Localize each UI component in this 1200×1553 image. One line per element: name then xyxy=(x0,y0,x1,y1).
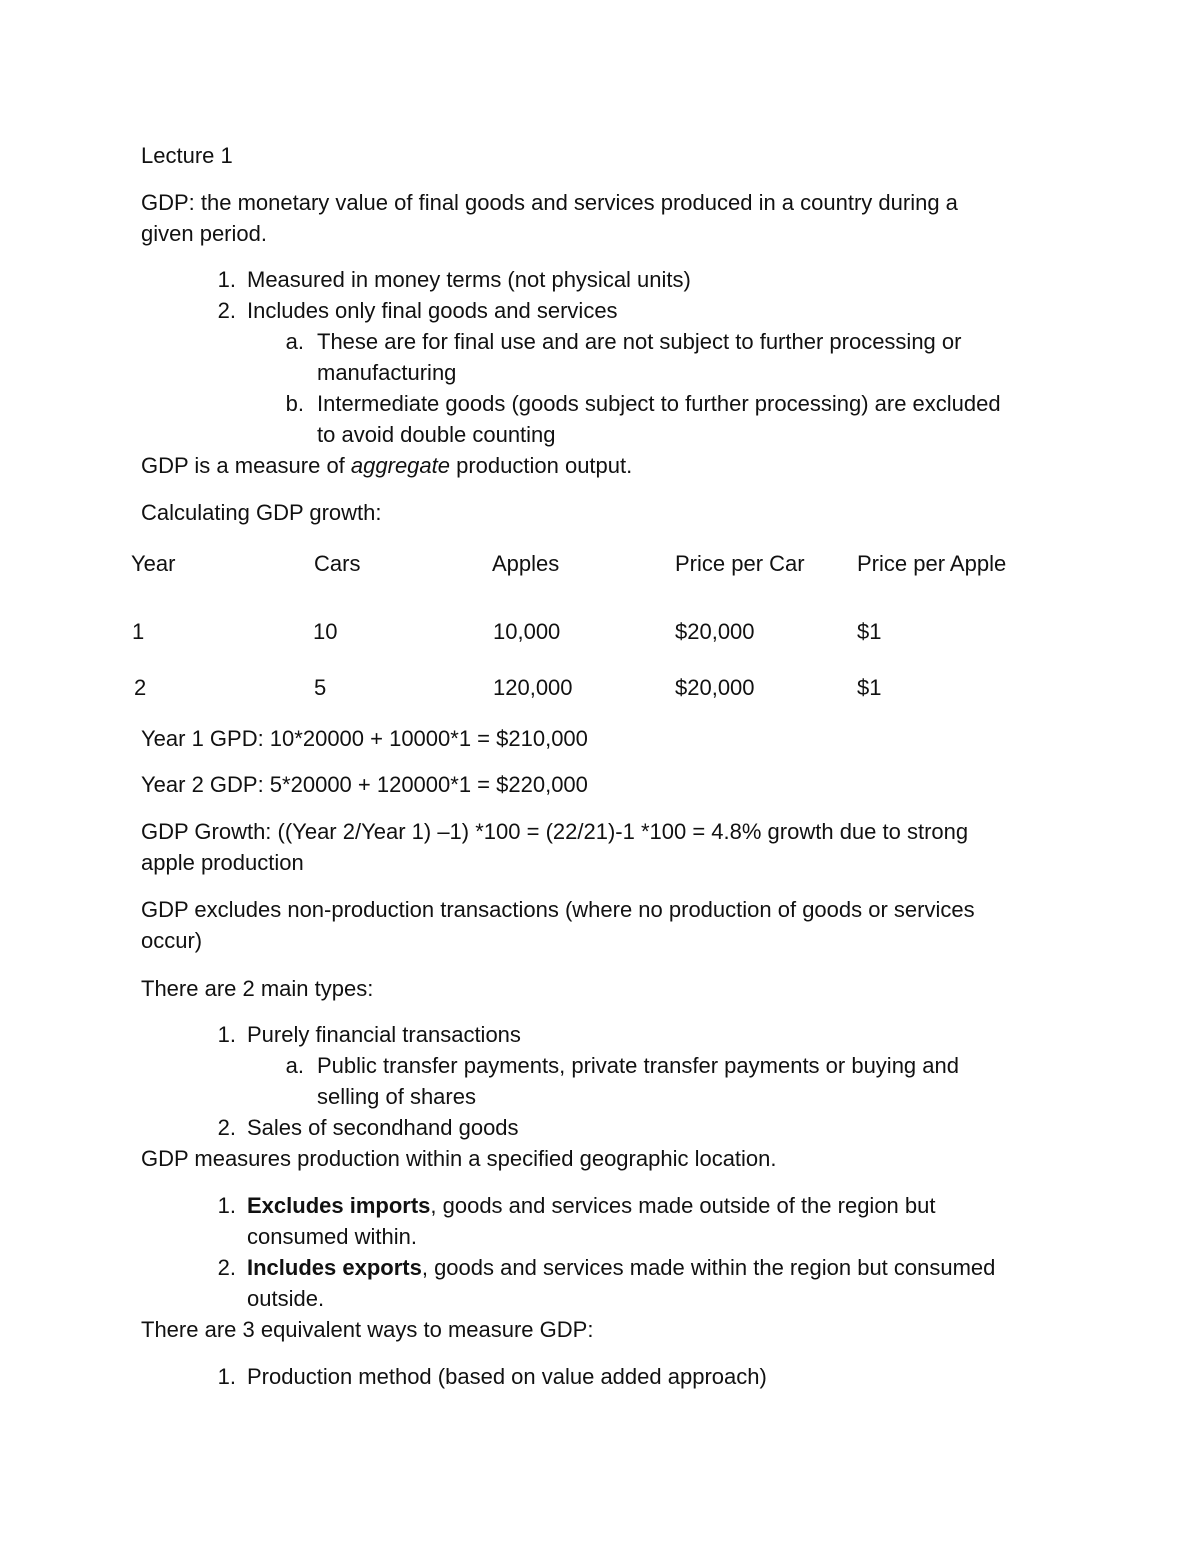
sublist-item-continued: to avoid double counting xyxy=(317,422,556,447)
list-item: Sales of secondhand goods xyxy=(247,1115,519,1140)
table-cell: $1 xyxy=(857,675,882,700)
list-item: Includes exports, goods and services made within the region but consumed xyxy=(247,1255,996,1280)
table-cell: 1 xyxy=(132,619,145,644)
list-item: Includes only final goods and services xyxy=(247,298,618,323)
types-heading: There are 2 main types: xyxy=(141,976,374,1001)
sublist-item: These are for final use and are not subject to further processing or xyxy=(317,329,962,354)
bold-term: Excludes imports xyxy=(247,1193,431,1218)
gdp-definition-line2: given period. xyxy=(141,221,267,246)
sublist-item: Intermediate goods (goods subject to further processing) are excluded xyxy=(317,391,1001,416)
aggregate-post: production output. xyxy=(450,453,633,478)
table-cell: 10,000 xyxy=(493,619,561,644)
exclusion-line1: GDP excludes non-production transactions (where no production of goods or services xyxy=(141,897,975,922)
list-number: 1. xyxy=(217,1193,236,1218)
table-header-cell: Apples xyxy=(492,551,560,576)
sublist-item-continued: manufacturing xyxy=(317,360,457,385)
gdp-definition-line1: GDP: the monetary value of final goods and services produced in a country during a xyxy=(141,190,958,215)
lecture-title: Lecture 1 xyxy=(141,143,233,168)
aggregate-emphasis: aggregate xyxy=(350,453,450,478)
list-item-continued: outside. xyxy=(247,1286,325,1311)
calc-heading: Calculating GDP growth: xyxy=(141,500,382,525)
list-item-continued: consumed within. xyxy=(247,1224,417,1249)
growth-line2: apple production xyxy=(141,850,304,875)
sublist-item: Public transfer payments, private transfer payments or buying and xyxy=(317,1053,959,1078)
list-number: 1. xyxy=(217,267,236,292)
table-header-cell: Cars xyxy=(314,551,361,576)
geographic-sentence: GDP measures production within a specified geographic location. xyxy=(141,1146,777,1171)
exclusion-line2: occur) xyxy=(141,928,203,953)
sublist-item-continued: selling of shares xyxy=(317,1084,476,1109)
list-item: Excludes imports, goods and services made outside of the region but xyxy=(247,1193,936,1218)
table-cell: $20,000 xyxy=(675,675,755,700)
table-header-cell: Year xyxy=(131,551,176,576)
aggregate-pre: GDP is a measure of xyxy=(141,453,351,478)
list-item: Measured in money terms (not physical units) xyxy=(247,267,691,292)
list-item: Production method (based on value added approach) xyxy=(247,1364,767,1389)
table-cell: 2 xyxy=(134,675,147,700)
year2-calc: Year 2 GDP: 5*20000 + 120000*1 = $220,000 xyxy=(141,772,588,797)
table-cell: $20,000 xyxy=(675,619,755,644)
list-number: 2. xyxy=(217,1255,236,1280)
growth-line1: GDP Growth: ((Year 2/Year 1) –1) *100 = (22/21)-1 *100 = 4.8% growth due to strong xyxy=(141,819,969,844)
bold-term: Includes exports xyxy=(247,1255,422,1280)
sublist-letter: a. xyxy=(285,329,304,354)
table-cell: 10 xyxy=(313,619,338,644)
sublist-letter: a. xyxy=(285,1053,304,1078)
table-cell: $1 xyxy=(857,619,882,644)
list-number: 2. xyxy=(217,298,236,323)
sublist-letter: b. xyxy=(285,391,304,416)
table-cell: 5 xyxy=(314,675,327,700)
list-number: 1. xyxy=(217,1364,236,1389)
list-number: 2. xyxy=(217,1115,236,1140)
table-cell: 120,000 xyxy=(493,675,573,700)
list-number: 1. xyxy=(217,1022,236,1047)
aggregate-sentence xyxy=(141,452,632,480)
table-header-cell: Price per Apple xyxy=(857,551,1007,576)
table-header-cell: Price per Car xyxy=(675,551,805,576)
list-item: Purely financial transactions xyxy=(247,1022,521,1047)
year1-calc: Year 1 GPD: 10*20000 + 10000*1 = $210,000 xyxy=(141,726,588,751)
ways-heading: There are 3 equivalent ways to measure GDP: xyxy=(141,1317,594,1342)
